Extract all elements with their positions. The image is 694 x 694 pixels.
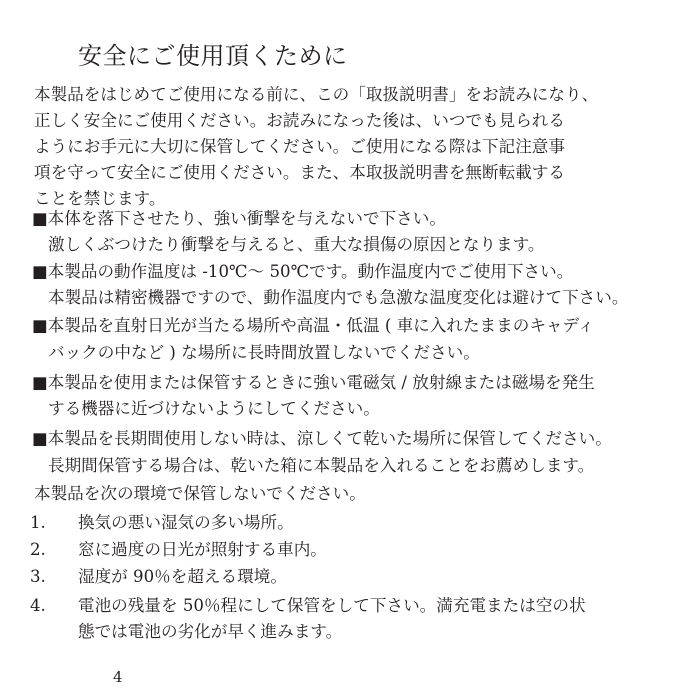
list-item-number: 4.: [30, 596, 46, 615]
page-title: 安全にご使用頂くために: [78, 42, 348, 70]
warning-item-detail: 激しくぶつけたり衝撃を与えると、重大な損傷の原因となります。: [48, 235, 545, 254]
list-item-number: 3.: [30, 567, 46, 586]
intro-line: 正しく安全にご使用ください。お読みになった後は、いつでも見られる: [34, 111, 565, 130]
list-item: 窓に過度の日光が照射する車内。: [78, 540, 327, 559]
intro-line: ようにお手元に大切に保管してください。ご使用になる際は下記注意事: [34, 137, 565, 156]
list-item-number: 1.: [30, 513, 46, 532]
warning-item-detail: 本製品は精密機器ですので、動作温度内でも急激な温度変化は避けて下さい。: [48, 288, 629, 307]
list-item: 態では電池の劣化が早く進みます。: [78, 622, 343, 641]
list-item-number: 2.: [30, 540, 46, 559]
warning-item-detail: する機器に近づけないようにしてください。: [48, 399, 380, 418]
intro-paragraph: [34, 82, 670, 212]
list-item: 湿度が 90％を超える環境。: [78, 567, 287, 586]
list-item: 電池の残量を 50％程にして保管をして下さい。満充電または空の状: [78, 596, 586, 615]
intro-line: 本製品をはじめてご使用になる前に、この「取扱説明書」をお読みになり、: [34, 85, 599, 104]
warning-item-detail: バックの中など ) な場所に長時間放置しないでください。: [48, 343, 480, 362]
warning-item-title: ■本製品を使用または保管するときに強い電磁気 / 放射線または磁場を発生: [32, 373, 595, 392]
warning-item-title: ■本製品を直射日光が当たる場所や高温・低温 ( 車に入れたままのキャディ: [32, 316, 595, 335]
warning-item-title: ■本体を落下させたり、強い衝撃を与えないで下さい。: [32, 209, 446, 228]
intro-line: 項を守って安全にご使用ください。また、本取扱説明書を無断転載する: [34, 163, 565, 182]
page-number: 4: [113, 668, 123, 686]
list-item: 換気の悪い湿気の多い場所。: [78, 513, 294, 532]
warning-item-title: ■本製品の動作温度は -10℃～ 50℃です。動作温度内でご使用下さい。: [32, 262, 574, 281]
warning-item-detail: 長期間保管する場合は、乾いた箱に本製品を入れることをお薦めします。: [48, 456, 595, 475]
intro-line: ことを禁じます。: [34, 189, 166, 208]
storage-heading: 本製品を次の環境で保管しないでください。: [34, 484, 366, 503]
warning-item-title: ■本製品を長期間使用しない時は、涼しくて乾いた場所に保管してください。: [32, 429, 612, 448]
